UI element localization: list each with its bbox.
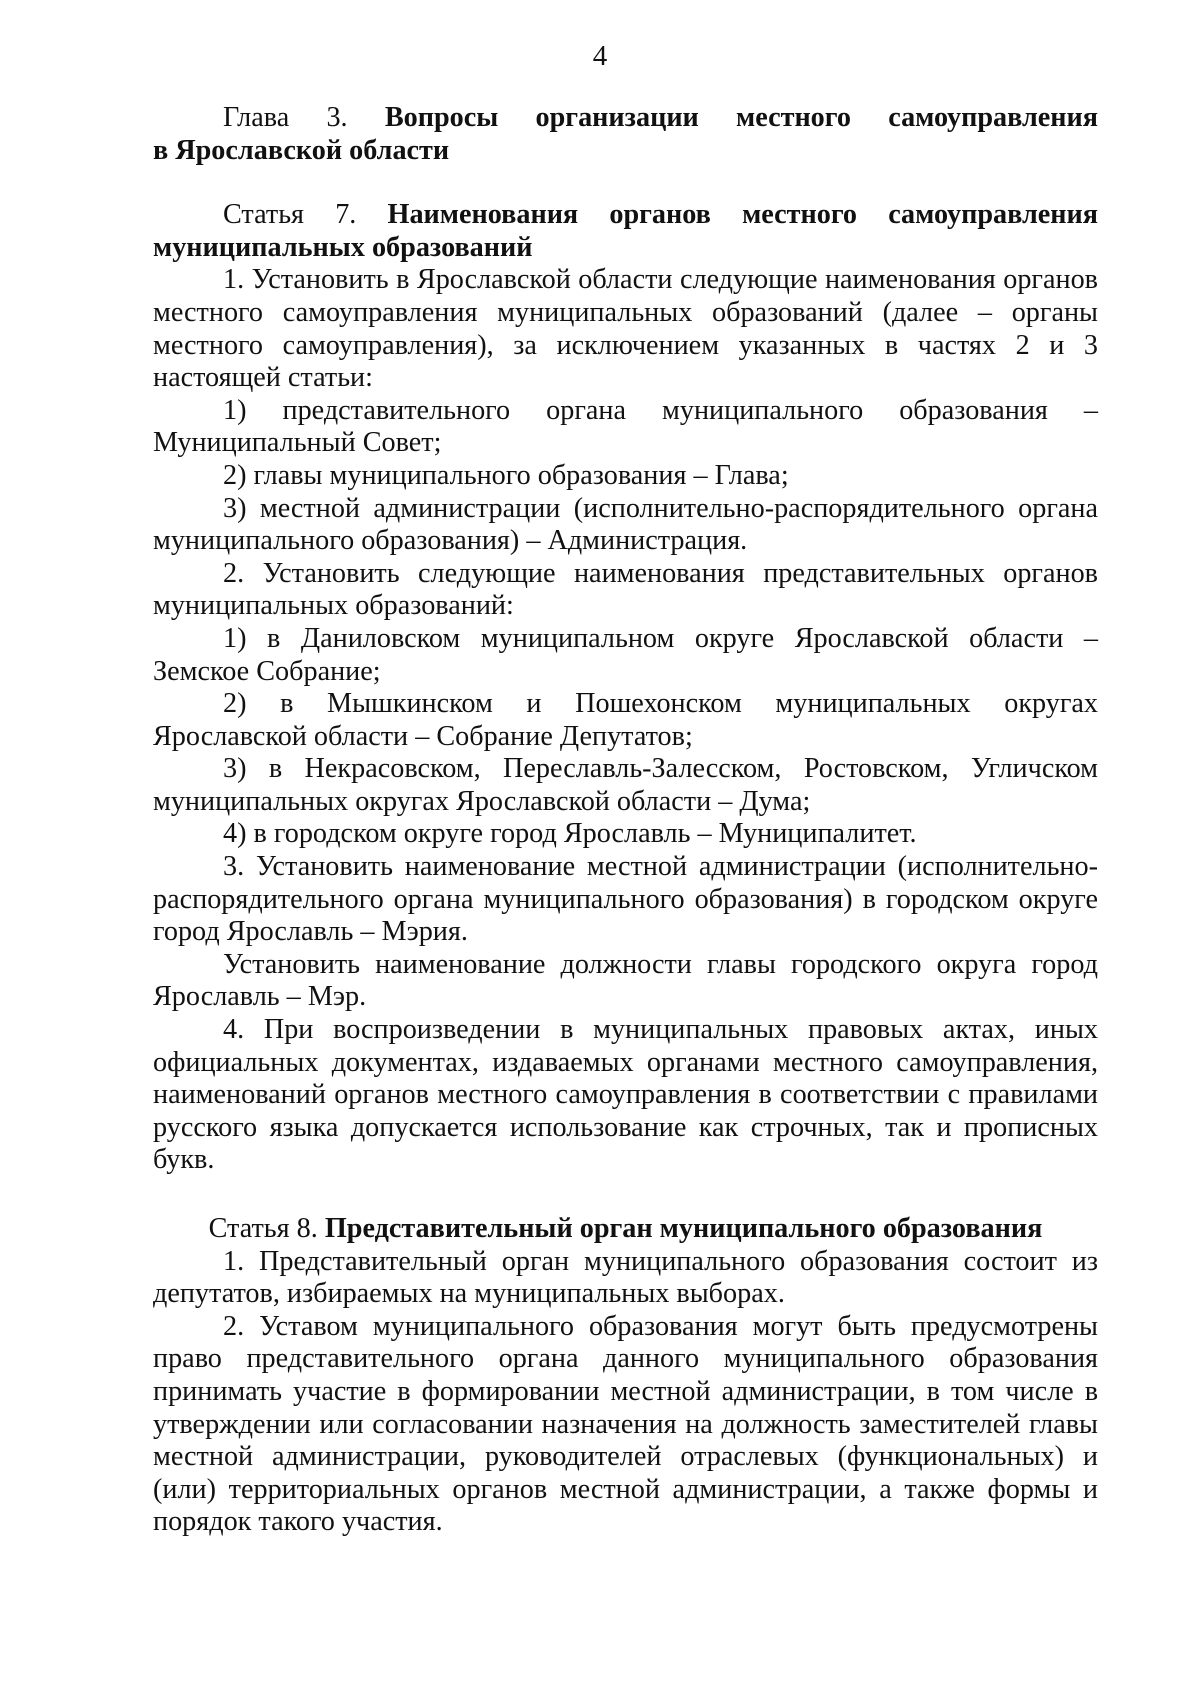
spacer <box>153 167 1098 199</box>
article8-paragraph: 1. Представительный орган муниципального образования состоит из депутатов, избираемых на муниципальных выборах. <box>153 1245 1098 1310</box>
chapter-heading-line1 <box>153 102 1098 135</box>
article7-paragraph: 1) в Даниловском муниципальном округе Ярославской области – Земское Собрание; <box>153 622 1098 687</box>
article8-paragraph: 2. Уставом муниципального образования могут быть предусмотрены право представительного органа данного муниципального образования принимать участие в формировании местной администрации, в том числе в утверждении или согласовании назначения на должность заместителей главы местной администрации, руководителей отраслевых (функциональных) и (или) территориальных органов местной администрации, а также формы и порядок такого участия. <box>153 1310 1098 1538</box>
article7-heading-line1 <box>153 199 1098 232</box>
article8-title: Представительный орган муниципального образования <box>324 1213 1043 1244</box>
article7-heading <box>153 199 1098 232</box>
article8-heading <box>153 1213 1098 1246</box>
article7-paragraph: 2) в Мышкинском и Пошехонском муниципальных округах Ярославской области – Собрание Депутатов; <box>153 688 1098 752</box>
document-body <box>153 102 1098 1539</box>
article7-paragraph: 2. Установить следующие наименования представительных органов муниципальных образований: <box>153 557 1098 622</box>
spacer <box>153 1177 1098 1213</box>
article7-title-line2: муниципальных образований <box>153 231 533 263</box>
article7-paragraph: 3) в Некрасовском, Переславль-Залесском, Ростовском, Угличском муниципальных округах Ярославской области – Дума; <box>153 753 1098 817</box>
article7-label: Статья 7. <box>223 199 357 231</box>
page-number: 4 <box>592 40 608 72</box>
article7-paragraph: 3. Установить наименование местной администрации (исполнительно-распорядительного органа муниципального образования) в городском округе город Ярославль – Мэрия. <box>153 851 1098 948</box>
article8-label: Статья 8. <box>208 1213 318 1244</box>
chapter-title-line1: Вопросы организации местного самоуправления <box>384 102 1099 133</box>
article7-title-line1: Наименования органов местного самоуправления <box>387 199 1099 231</box>
chapter-label: Глава 3. <box>223 102 348 133</box>
article7-paragraph: 4) в городском округе город Ярославль – Муниципалитет. <box>223 818 917 850</box>
article7-paragraph: 1) представительного органа муниципального образования – Муниципальный Совет; <box>153 394 1098 459</box>
article7-paragraph: 1. Установить в Ярославской области следующие наименования органов местного самоуправления муниципальных образований (далее – органы местного самоуправления), за исключением указанных в частях 2 и 3 настоящей статьи: <box>153 264 1098 394</box>
chapter-heading <box>153 102 1098 135</box>
article7-paragraph: Установить наименование должности главы городского округа город Ярославль – Мэр. <box>153 948 1098 1013</box>
article7-paragraph: 3) местной администрации (исполнительно-распорядительного органа муниципального образования) – Администрация. <box>153 492 1098 557</box>
chapter-title-line2: в Ярославской области <box>153 134 450 166</box>
article7-paragraph: 2) главы муниципального образования – Глава; <box>223 459 789 491</box>
article7-paragraph: 4. При воспроизведении в муниципальных правовых актах, иных официальных документах, издаваемых органами местного самоуправления, наименований органов местного самоуправления в соответствии с правилами русского языка допускается использование как строчных, так и прописных букв. <box>153 1014 1098 1176</box>
